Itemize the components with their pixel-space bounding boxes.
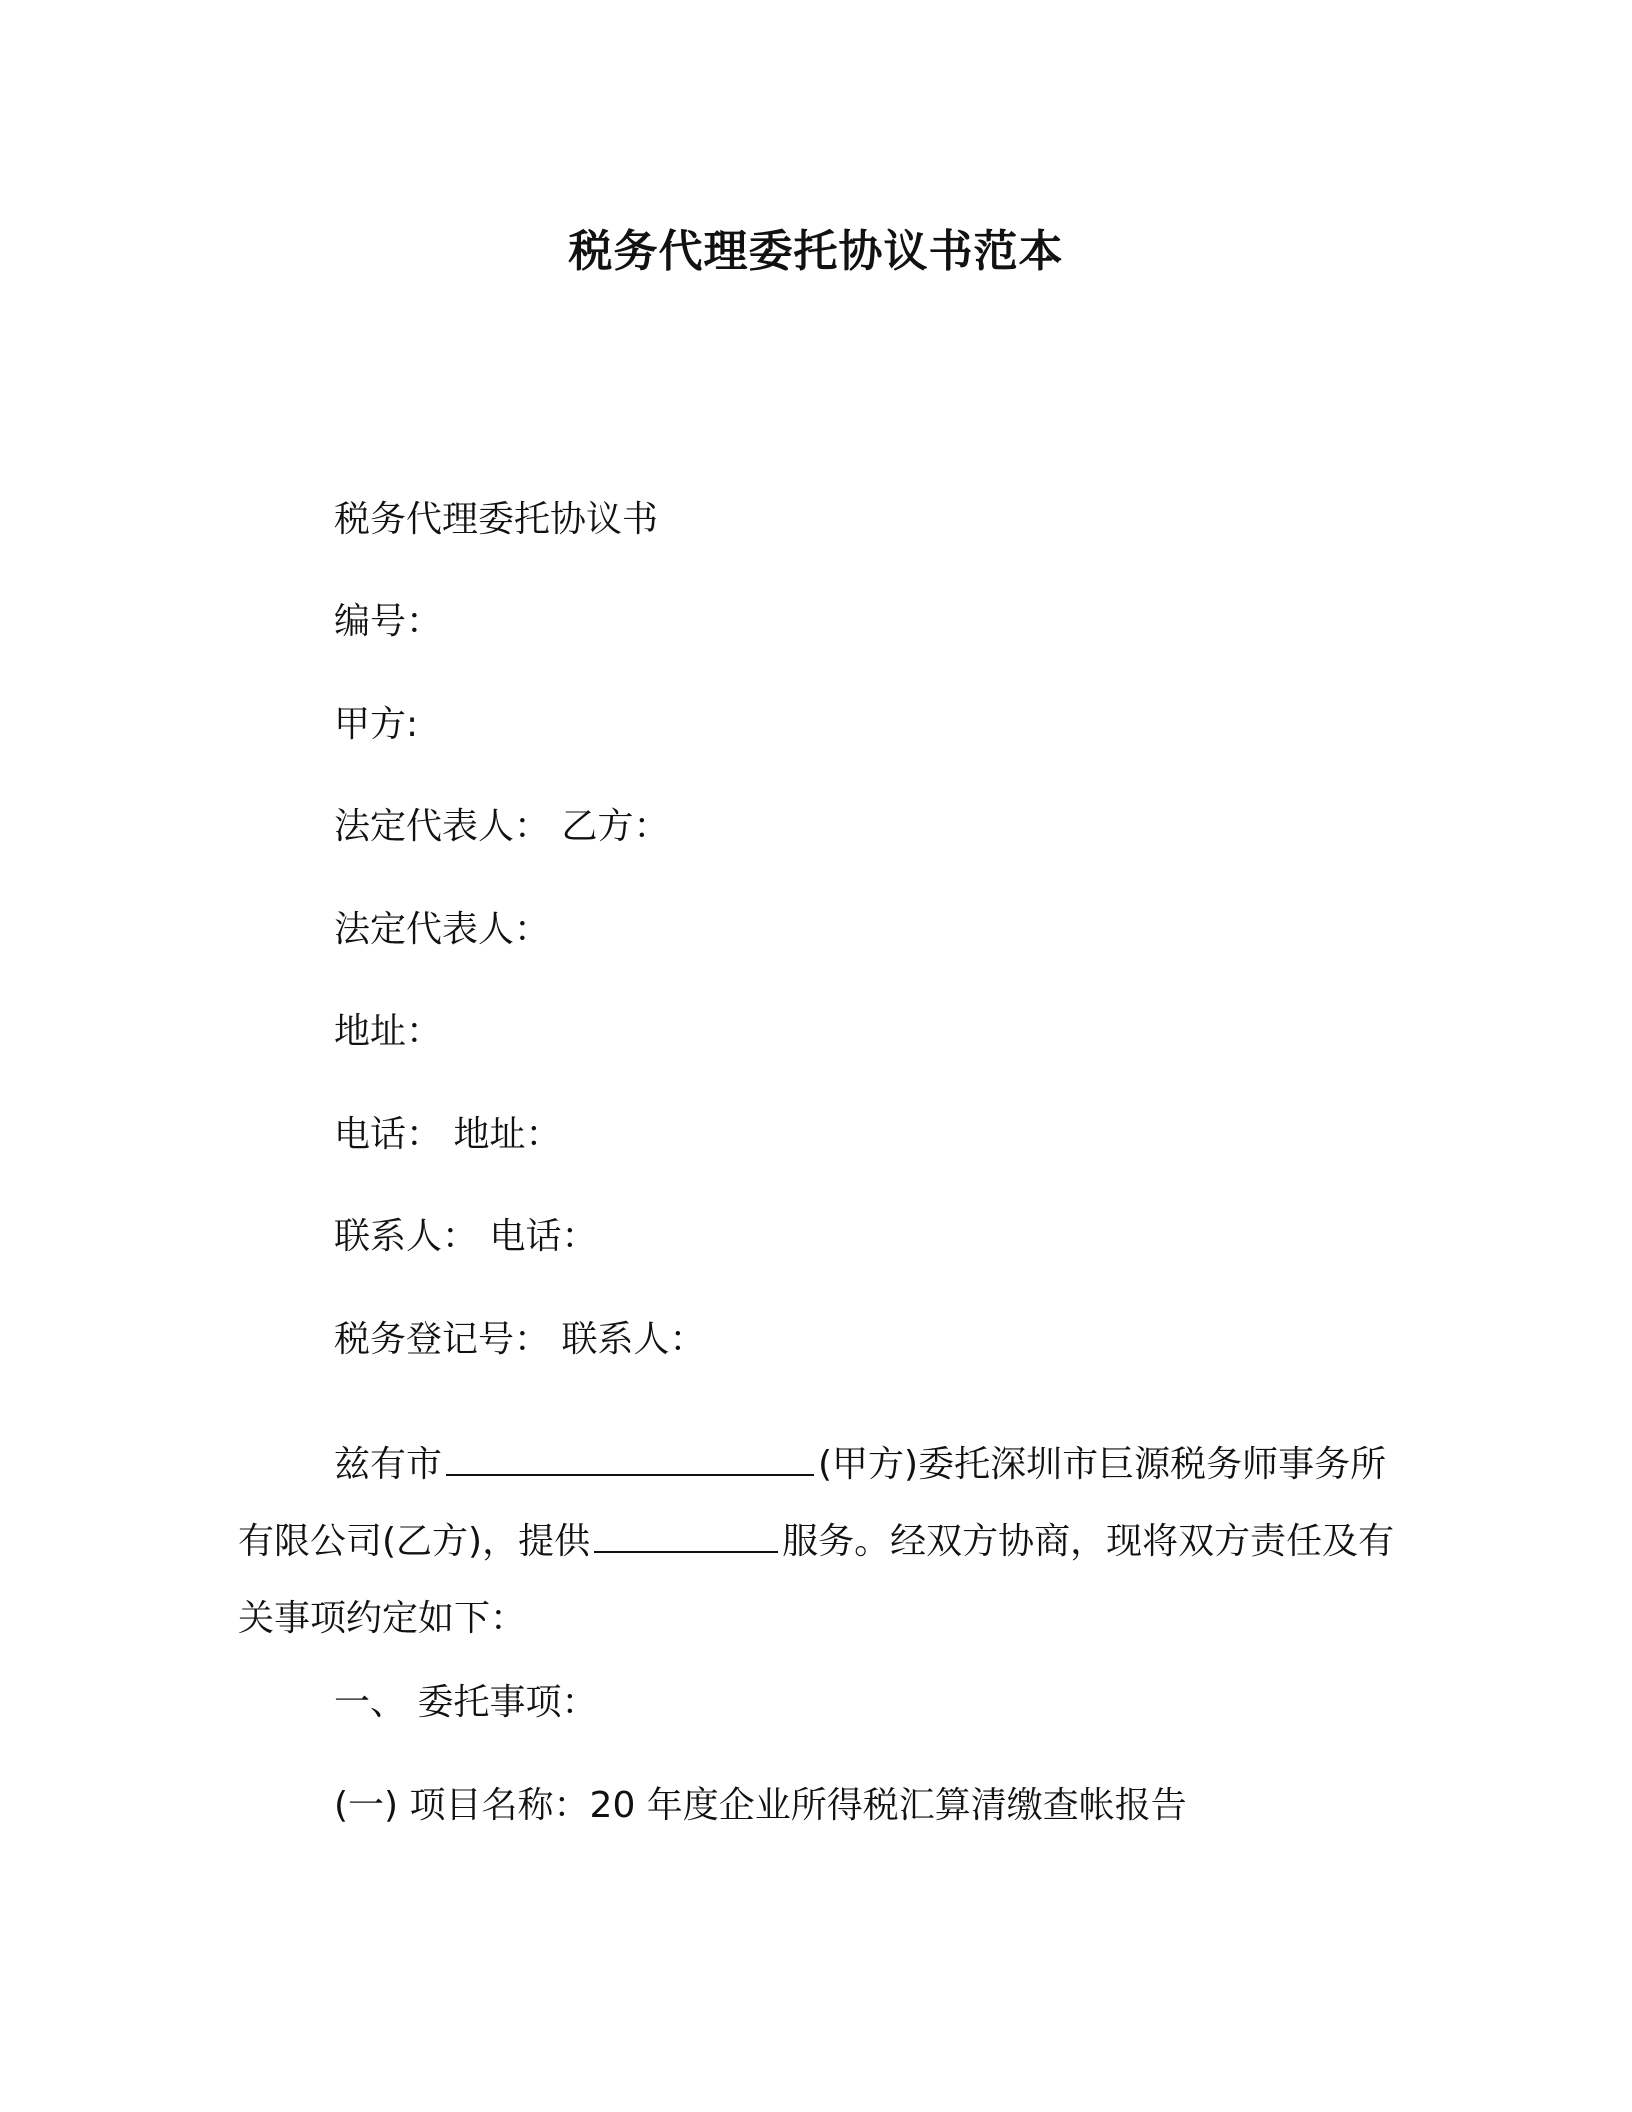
document-title: 税务代理委托协议书范本 xyxy=(568,226,1064,277)
paragraph-text-part3: 服务。经双方协商，现将双方责任及有关事项约定如下： xyxy=(238,1521,1395,1639)
city-blank-line xyxy=(446,1438,814,1476)
legal-rep-party-b-label: 法定代表人： 乙方： xyxy=(334,806,670,847)
party-a-label: 甲方: xyxy=(334,704,419,745)
tax-registration-contact-label: 税务登记号： 联系人： xyxy=(334,1319,706,1360)
agreement-subtitle: 税务代理委托协议书 xyxy=(334,499,659,540)
section-one-heading: 一、 委托事项： xyxy=(334,1682,598,1723)
service-blank-line xyxy=(594,1515,778,1553)
phone-address-label: 电话： 地址： xyxy=(334,1114,562,1155)
address-label: 地址： xyxy=(334,1011,443,1052)
legal-rep-label: 法定代表人： xyxy=(334,909,551,950)
number-field-label: 编号： xyxy=(334,601,443,642)
contact-phone-label: 联系人： 电话： xyxy=(334,1216,598,1257)
paragraph-text-part1: 兹有市 xyxy=(334,1444,443,1485)
agreement-intro-paragraph xyxy=(238,1426,1398,1657)
paragraph-text-part2: (甲方)委托深圳市巨源税务师事务所有限公司(乙方)，提供 xyxy=(238,1444,1387,1562)
item-one-project-name: (一) 项目名称：20 年度企业所得税汇算清缴查帐报告 xyxy=(334,1785,1187,1826)
